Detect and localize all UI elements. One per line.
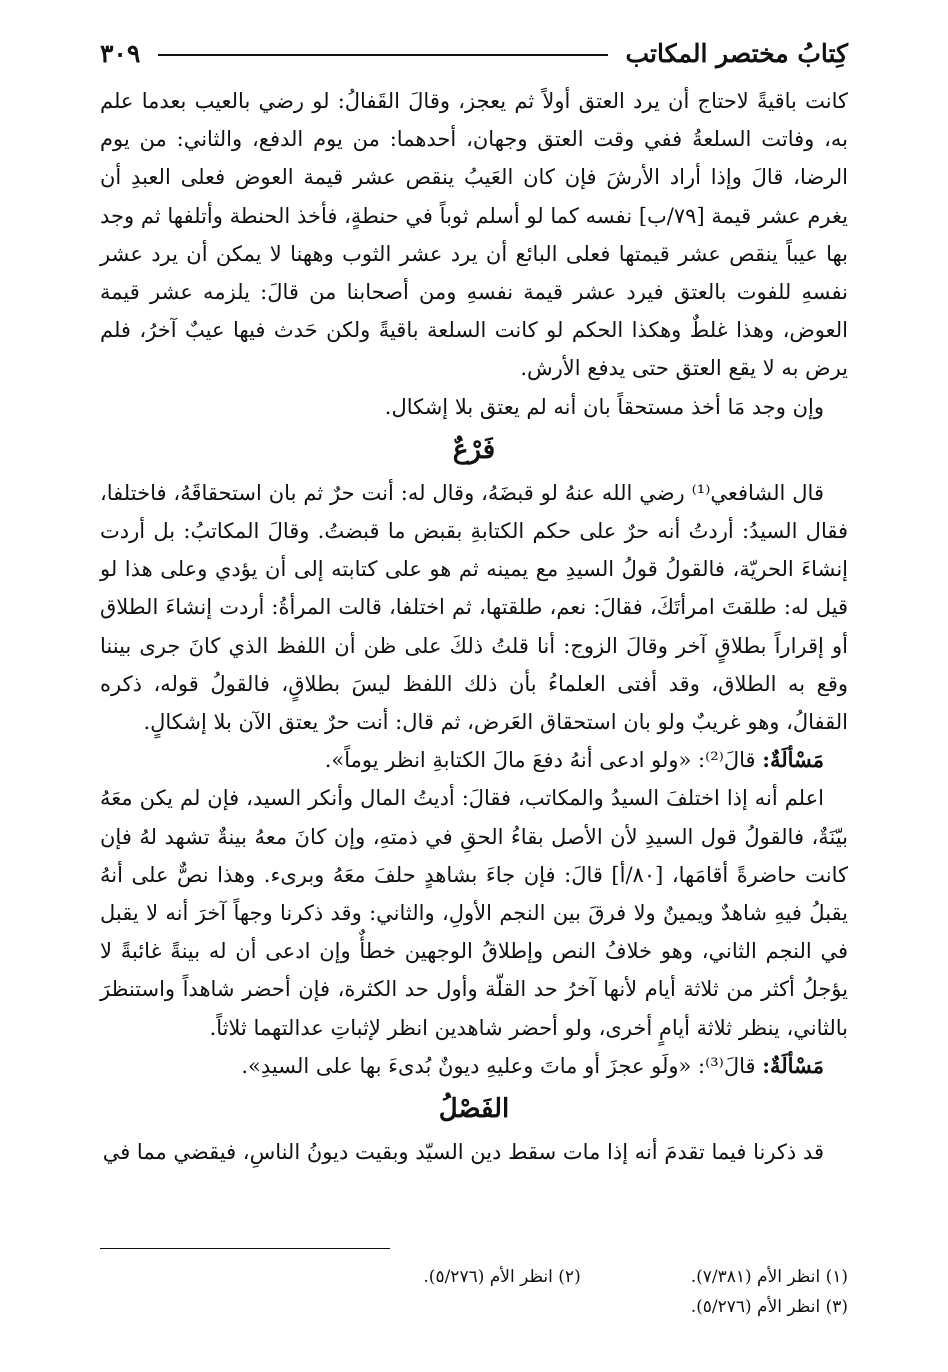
masala-2 (100, 1047, 848, 1085)
header-rule (158, 54, 607, 56)
section-heading-far: فَرْعٌ (452, 434, 496, 465)
fasl-paragraph: قد ذكرنا فيما تقدمَ أنه إذا مات سقط دين السيّد وبقيت ديونُ الناسِ، فيقضي مما في (102, 1140, 824, 1165)
masala-1-body: اعلم أنه إذا اختلفَ السيدُ والمكاتب، فقالَ: أديتُ المال وأنكر السيد، فإن لم يكن معَهُ بيّنَةٌ، فالقولُ قول السيدِ لأن الأصل بقاءُ الحقِ في ذمتهِ، وإن كانَ معهُ بينةٌ تشهد لهُ فإن كانت حاضرةً أقامَها، [٨٠/أ] قالَ: فإن جاءَ بشاهدٍ حلفَ معَهُ وبرىء. وهذا نصٌّ على أنهُ يقبلُ فيهِ شاهدٌ ويمينٌ ولا فرقَ بين النجم الأولِ، والثاني: وقد ذكرنا وجهاً آخرَ أنه لا يقبل في النجم الثاني، وهو خلافُ النص وإطلاقُ الوجهين خطأٌ وإن ادعى أن له بينةً غائبةً لا يؤجلُ أكثر من ثلاثة أيام لأنها آخرُ حد القلّة وأول حد الكثرة، فإن أحضر شاهداً واستنظرَ بالثاني، ينظر ثلاثة أيامٍ أخرى، ولو أحضر شاهدين انظر لإثباتِ عدالتهما ثلاثاً. (100, 786, 848, 1040)
footnote-row (100, 1262, 848, 1292)
book-title: كِتابُ مختصر المكاتب (625, 38, 848, 68)
masala-text: قالَ⁽³⁾: «ولَو عجزَ أو ماتَ وعليهِ ديونٌ بُدىءَ بها على السيدِ». (241, 1053, 763, 1078)
footnote-1: (١) انظر الأم (٧/٣٨١). (690, 1267, 848, 1287)
footnote-separator (100, 1248, 390, 1249)
masala-label: مَسْألَةٌ: (762, 747, 824, 773)
paragraph: وإن وجد مَا أخذ مستحقاً بان أنه لم يعتق بلا إشكال. (384, 394, 824, 419)
main-text (100, 82, 848, 1171)
paragraph: كانت باقيةً لاحتاج أن يرد العتق أولاً ثم يعجز، وقالَ القَفالُ: لو رضي بالعيب بعدما علم به، وفاتت السلعةُ ففي وقت العتق وجهان، أحدهما: من يوم الدفع، والثاني: من يوم الرضا، قالَ وإذا أراد الأرشَ فإن كان العَيبُ ينقص عشر قيمة العوض فعلى العبدِ أن يغرم عشر قيمة [٧٩/ب] نفسه كما لو أسلم ثوباً في حنطةٍ، فأخذ الحنطة وأتلفها ثم وجد بها عيباً ينقص عشر قيمتها فعلى البائع أن يرد عشر الثوب وههنا لا يمكن أن يرد عشر نفسهِ للفوت بالعتق فيرد عشر قيمة نفسهِ ومن أصحابنا من قالَ: يلزمه عشر قيمة العوض، وهذا غلطٌ وهكذا الحكم لو كانت السلعة باقيةً ولكن حَدث فيها عيبٌ آخرُ، فلم يرض به لا يقع العتق حتى يدفع الأرش. (100, 89, 848, 381)
section-heading-fasl: الفَصْلُ (438, 1094, 510, 1125)
footnote-3: (٣) انظر الأم (٥/٢٧٦). (690, 1297, 848, 1317)
running-header (100, 28, 848, 78)
page-number: ٣٠٩ (100, 38, 141, 68)
masala-1 (100, 741, 848, 779)
footnote-2: (٢) انظر الأم (٥/٢٧٦). (423, 1267, 581, 1287)
footnotes (100, 1262, 848, 1322)
masala-text: قالَ⁽²⁾: «ولو ادعى أنهُ دفعَ مالَ الكتابةِ انظر يوماً». (324, 748, 763, 773)
masala-label: مَسْألَةٌ: (762, 1052, 824, 1078)
far-paragraph: قال الشافعي⁽¹⁾ رضي الله عنهُ لو قبضَهُ، وقال له: أنت حرٌ ثم بان استحقاقَهُ، فاختلفا، فقال السيدُ: أردتُ أنه حرٌ على حكم الكتابةِ بقبض ما قبضتُ. وقالَ المكاتبُ: بل أردت إنشاءَ الحريّة، فالقولُ قولُ السيدِ مع يمينه ثم هو على كتابته إلى أن يؤدي وعلى هذا لو قيل له: طلقتَ امرأتَكَ، فقالَ: نعم، طلقتها، ثم اختلفا، قالت المرأةُ: أردت إنشاءَ الطلاق أو إقراراً بطلاقٍ آخر وقالَ الزوج: أنا قلتُ ذلكَ على ظن أن اللفظ الذي كانَ جرى بيننا وقع به الطلاق، وقد أفتى العلماءُ بأن ذلك اللفظ ليسَ بطلاقٍ، فالقولُ قوله، ذكره القفالُ، وهو غريبٌ ولو بان استحقاق العَرض، ثم قال: أنت حرٌ يعتق الآن بلا إشكالٍ. (100, 480, 848, 735)
